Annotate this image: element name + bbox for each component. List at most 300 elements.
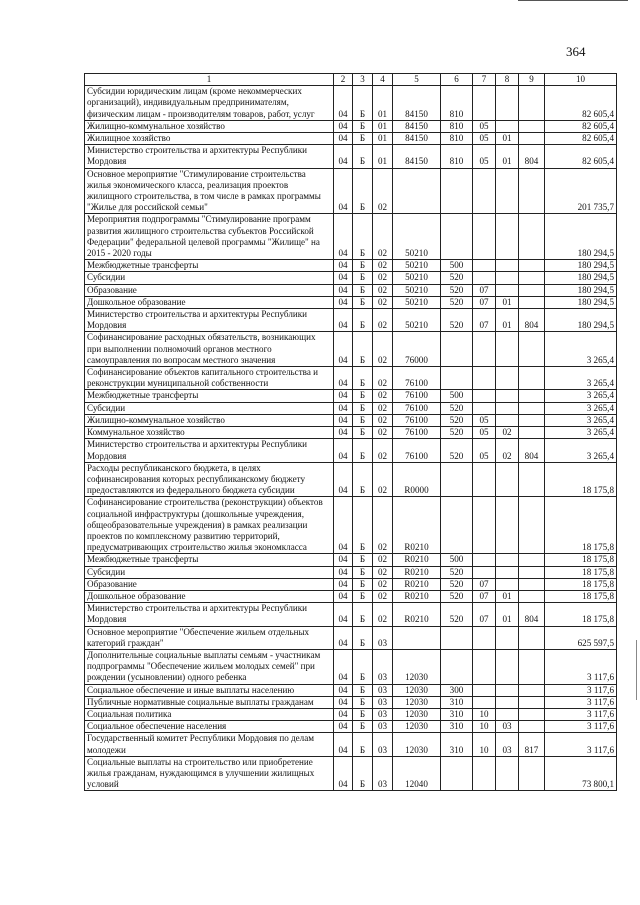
cell-code-event: 02 bbox=[373, 590, 393, 602]
cell-code-expense: 520 bbox=[441, 296, 473, 308]
cell-code-section bbox=[473, 168, 496, 214]
cell-code-expense: 310 bbox=[441, 708, 473, 720]
table-header-row bbox=[85, 74, 617, 86]
table-row bbox=[85, 578, 617, 590]
cell-code-subsection bbox=[496, 708, 519, 720]
cell-code-expense: 810 bbox=[441, 145, 473, 168]
cell-code-expense: 810 bbox=[441, 133, 473, 145]
cell-code-main: 04 bbox=[334, 684, 353, 696]
table-row bbox=[85, 696, 617, 708]
cell-code-main: 04 bbox=[334, 566, 353, 578]
cell-code-sub: Б bbox=[353, 462, 373, 497]
cell-code-target bbox=[393, 626, 441, 649]
cell-code-target: 76100 bbox=[393, 390, 441, 402]
cell-amount: 3 265,4 bbox=[545, 427, 617, 439]
table-row bbox=[85, 367, 617, 390]
table-row bbox=[85, 284, 617, 296]
table-row bbox=[85, 603, 617, 626]
cell-amount: 18 175,8 bbox=[545, 566, 617, 578]
cell-code-subsection: 02 bbox=[496, 439, 519, 462]
cell-code-expense bbox=[441, 497, 473, 554]
cell-code-event: 03 bbox=[373, 708, 393, 720]
cell-code-expense: 310 bbox=[441, 721, 473, 733]
cell-code-sub: Б bbox=[353, 260, 373, 272]
column-header-4: 4 bbox=[373, 74, 393, 86]
cell-code-target: 84150 bbox=[393, 133, 441, 145]
cell-code-main: 04 bbox=[334, 367, 353, 390]
cell-code-ministry bbox=[519, 402, 545, 414]
cell-amount: 3 117,6 bbox=[545, 708, 617, 720]
cell-code-event: 02 bbox=[373, 296, 393, 308]
scan-edge-mark bbox=[636, 640, 637, 700]
cell-code-expense: 520 bbox=[441, 439, 473, 462]
cell-code-target: R0000 bbox=[393, 462, 441, 497]
column-header-5: 5 bbox=[393, 74, 441, 86]
cell-item-name: Расходы республиканского бюджета, в целях софинансирования которых республиканскому бюджету предоставляются из федерального бюджета субсидии bbox=[85, 462, 334, 497]
cell-code-sub: Б bbox=[353, 168, 373, 214]
cell-code-ministry bbox=[519, 756, 545, 791]
cell-code-section: 05 bbox=[473, 120, 496, 132]
table-row bbox=[85, 86, 617, 121]
cell-code-expense: 310 bbox=[441, 733, 473, 756]
cell-code-event: 03 bbox=[373, 649, 393, 684]
cell-code-ministry bbox=[519, 566, 545, 578]
cell-code-event: 02 bbox=[373, 367, 393, 390]
cell-code-sub: Б bbox=[353, 756, 373, 791]
cell-amount: 201 735,7 bbox=[545, 168, 617, 214]
cell-code-main: 04 bbox=[334, 296, 353, 308]
cell-code-subsection bbox=[496, 332, 519, 367]
cell-code-sub: Б bbox=[353, 296, 373, 308]
cell-code-event: 01 bbox=[373, 120, 393, 132]
cell-code-expense bbox=[441, 756, 473, 791]
cell-code-subsection bbox=[496, 390, 519, 402]
cell-code-event: 01 bbox=[373, 145, 393, 168]
cell-item-name: Межбюджетные трансферты bbox=[85, 390, 334, 402]
cell-code-main: 04 bbox=[334, 284, 353, 296]
cell-item-name: Софинансирование объектов капитального строительства и реконструкции муниципальной собственности bbox=[85, 367, 334, 390]
cell-code-ministry bbox=[519, 168, 545, 214]
cell-item-name: Субсидии юридическим лицам (кроме некоммерческих организаций), индивидуальным предпринимателям, физическим лицам - производителям товаров, работ, услуг bbox=[85, 86, 334, 121]
table-row bbox=[85, 427, 617, 439]
cell-code-sub: Б bbox=[353, 120, 373, 132]
cell-item-name: Субсидии bbox=[85, 566, 334, 578]
cell-code-main: 04 bbox=[334, 120, 353, 132]
cell-code-sub: Б bbox=[353, 566, 373, 578]
cell-code-event: 03 bbox=[373, 684, 393, 696]
cell-code-sub: Б bbox=[353, 427, 373, 439]
cell-code-subsection: 01 bbox=[496, 590, 519, 602]
table-row bbox=[85, 590, 617, 602]
cell-code-main: 04 bbox=[334, 708, 353, 720]
cell-code-main: 04 bbox=[334, 578, 353, 590]
cell-code-expense: 810 bbox=[441, 120, 473, 132]
cell-code-event: 03 bbox=[373, 721, 393, 733]
cell-item-name: Жилищное хозяйство bbox=[85, 133, 334, 145]
cell-code-main: 04 bbox=[334, 309, 353, 332]
table-body bbox=[85, 86, 617, 791]
cell-code-event: 02 bbox=[373, 272, 393, 284]
cell-code-subsection: 01 bbox=[496, 309, 519, 332]
cell-code-expense: 520 bbox=[441, 578, 473, 590]
cell-code-target: 76000 bbox=[393, 332, 441, 367]
cell-code-target: 76100 bbox=[393, 414, 441, 426]
cell-code-event: 02 bbox=[373, 390, 393, 402]
cell-item-name: Образование bbox=[85, 284, 334, 296]
cell-code-expense bbox=[441, 367, 473, 390]
cell-code-ministry bbox=[519, 626, 545, 649]
cell-code-section: 07 bbox=[473, 296, 496, 308]
table-row bbox=[85, 133, 617, 145]
table-row bbox=[85, 721, 617, 733]
cell-code-ministry bbox=[519, 367, 545, 390]
cell-code-section: 10 bbox=[473, 708, 496, 720]
table-row bbox=[85, 439, 617, 462]
cell-item-name: Дополнительные социальные выплаты семьям - участникам подпрограммы "Обеспечение жильем молодых семей" при рождении (усыновлении) одного ребенка bbox=[85, 649, 334, 684]
cell-item-name: Дошкольное образование bbox=[85, 590, 334, 602]
cell-code-main: 04 bbox=[334, 133, 353, 145]
cell-amount: 180 294,5 bbox=[545, 296, 617, 308]
cell-code-event: 01 bbox=[373, 86, 393, 121]
cell-code-subsection bbox=[496, 649, 519, 684]
cell-code-target: 12040 bbox=[393, 756, 441, 791]
cell-amount: 3 117,6 bbox=[545, 721, 617, 733]
cell-code-main: 04 bbox=[334, 439, 353, 462]
cell-code-target: 50210 bbox=[393, 260, 441, 272]
cell-code-section bbox=[473, 684, 496, 696]
cell-code-expense: 500 bbox=[441, 260, 473, 272]
cell-code-section bbox=[473, 554, 496, 566]
cell-code-section: 05 bbox=[473, 439, 496, 462]
budget-table bbox=[84, 73, 617, 791]
cell-code-ministry bbox=[519, 86, 545, 121]
cell-code-main: 04 bbox=[334, 590, 353, 602]
cell-code-main: 04 bbox=[334, 214, 353, 260]
cell-code-subsection bbox=[496, 578, 519, 590]
cell-code-ministry bbox=[519, 296, 545, 308]
cell-code-target: 84150 bbox=[393, 86, 441, 121]
cell-item-name: Публичные нормативные социальные выплаты гражданам bbox=[85, 696, 334, 708]
cell-code-subsection bbox=[496, 120, 519, 132]
column-header-1: 1 bbox=[85, 74, 334, 86]
cell-amount: 18 175,8 bbox=[545, 554, 617, 566]
cell-amount: 180 294,5 bbox=[545, 214, 617, 260]
cell-item-name: Министерство строительства и архитектуры Республики Мордовия bbox=[85, 439, 334, 462]
cell-code-ministry bbox=[519, 284, 545, 296]
cell-code-expense: 520 bbox=[441, 414, 473, 426]
cell-code-section bbox=[473, 332, 496, 367]
cell-code-main: 04 bbox=[334, 272, 353, 284]
cell-code-sub: Б bbox=[353, 497, 373, 554]
cell-code-section: 07 bbox=[473, 578, 496, 590]
cell-code-subsection: 01 bbox=[496, 603, 519, 626]
cell-code-expense: 520 bbox=[441, 284, 473, 296]
cell-code-sub: Б bbox=[353, 684, 373, 696]
cell-amount: 180 294,5 bbox=[545, 309, 617, 332]
cell-code-subsection bbox=[496, 414, 519, 426]
cell-code-event: 02 bbox=[373, 332, 393, 367]
cell-code-expense bbox=[441, 168, 473, 214]
cell-code-event: 02 bbox=[373, 414, 393, 426]
table-row bbox=[85, 566, 617, 578]
cell-item-name: Субсидии bbox=[85, 402, 334, 414]
column-header-6: 6 bbox=[441, 74, 473, 86]
cell-code-main: 04 bbox=[334, 402, 353, 414]
cell-code-expense bbox=[441, 626, 473, 649]
cell-code-ministry bbox=[519, 649, 545, 684]
cell-amount: 3 117,6 bbox=[545, 649, 617, 684]
cell-code-section: 05 bbox=[473, 145, 496, 168]
cell-code-event: 01 bbox=[373, 133, 393, 145]
cell-code-expense: 310 bbox=[441, 696, 473, 708]
cell-code-subsection bbox=[496, 696, 519, 708]
cell-code-expense: 520 bbox=[441, 427, 473, 439]
cell-amount: 180 294,5 bbox=[545, 272, 617, 284]
cell-code-sub: Б bbox=[353, 439, 373, 462]
cell-code-ministry bbox=[519, 120, 545, 132]
cell-item-name: Социальные выплаты на строительство или приобретение жилья гражданам, нуждающимся в улучшении жилищных условий bbox=[85, 756, 334, 791]
cell-code-target: 12030 bbox=[393, 696, 441, 708]
cell-code-sub: Б bbox=[353, 696, 373, 708]
cell-code-ministry bbox=[519, 390, 545, 402]
cell-code-expense: 520 bbox=[441, 603, 473, 626]
table-row bbox=[85, 272, 617, 284]
cell-code-event: 03 bbox=[373, 626, 393, 649]
cell-code-main: 04 bbox=[334, 756, 353, 791]
page-number: 364 bbox=[566, 44, 586, 59]
cell-amount: 18 175,8 bbox=[545, 497, 617, 554]
table-row bbox=[85, 309, 617, 332]
cell-item-name: Софинансирование строительства (реконструкции) объектов социальной инфраструктуры (дошкольные учреждения, общеобразовательные учреждения) в рамках реализации проектов по комплексному развитию территорий, предусматривающих строительство жилья экономкласса bbox=[85, 497, 334, 554]
cell-code-target: 12030 bbox=[393, 721, 441, 733]
cell-code-subsection bbox=[496, 260, 519, 272]
cell-code-target: R0210 bbox=[393, 497, 441, 554]
cell-code-target: 76100 bbox=[393, 427, 441, 439]
cell-code-subsection bbox=[496, 756, 519, 791]
cell-code-sub: Б bbox=[353, 332, 373, 367]
cell-item-name: Жилищно-коммунальное хозяйство bbox=[85, 120, 334, 132]
cell-code-target: 84150 bbox=[393, 145, 441, 168]
cell-amount: 3 265,4 bbox=[545, 439, 617, 462]
cell-code-expense: 520 bbox=[441, 402, 473, 414]
cell-code-sub: Б bbox=[353, 309, 373, 332]
cell-code-section: 10 bbox=[473, 733, 496, 756]
cell-code-ministry bbox=[519, 497, 545, 554]
table-row bbox=[85, 214, 617, 260]
cell-code-section: 07 bbox=[473, 284, 496, 296]
cell-code-target bbox=[393, 168, 441, 214]
cell-code-main: 04 bbox=[334, 721, 353, 733]
cell-amount: 18 175,8 bbox=[545, 462, 617, 497]
cell-code-subsection bbox=[496, 272, 519, 284]
cell-code-expense: 300 bbox=[441, 684, 473, 696]
cell-code-ministry bbox=[519, 272, 545, 284]
cell-code-event: 02 bbox=[373, 578, 393, 590]
cell-code-sub: Б bbox=[353, 603, 373, 626]
cell-code-target: R0210 bbox=[393, 566, 441, 578]
cell-amount: 3 265,4 bbox=[545, 367, 617, 390]
cell-item-name: Образование bbox=[85, 578, 334, 590]
cell-code-target: R0210 bbox=[393, 554, 441, 566]
cell-code-ministry: 804 bbox=[519, 439, 545, 462]
cell-code-target: 50210 bbox=[393, 296, 441, 308]
cell-code-event: 02 bbox=[373, 402, 393, 414]
cell-code-expense bbox=[441, 649, 473, 684]
cell-code-ministry bbox=[519, 554, 545, 566]
cell-code-target: 50210 bbox=[393, 309, 441, 332]
cell-code-sub: Б bbox=[353, 214, 373, 260]
cell-code-section: 05 bbox=[473, 427, 496, 439]
table-row bbox=[85, 733, 617, 756]
cell-item-name: Основное мероприятие "Обеспечение жильем отдельных категорий граждан" bbox=[85, 626, 334, 649]
cell-code-event: 02 bbox=[373, 566, 393, 578]
table-row bbox=[85, 684, 617, 696]
table-row bbox=[85, 626, 617, 649]
cell-code-expense: 520 bbox=[441, 590, 473, 602]
cell-code-sub: Б bbox=[353, 554, 373, 566]
cell-code-sub: Б bbox=[353, 590, 373, 602]
cell-code-ministry: 817 bbox=[519, 733, 545, 756]
cell-code-event: 03 bbox=[373, 733, 393, 756]
cell-item-name: Софинансирование расходных обязательств, возникающих при выполнении полномочий органов местного самоуправления по вопросам местного значения bbox=[85, 332, 334, 367]
cell-code-sub: Б bbox=[353, 390, 373, 402]
cell-code-subsection bbox=[496, 497, 519, 554]
cell-code-ministry bbox=[519, 462, 545, 497]
cell-amount: 3 265,4 bbox=[545, 332, 617, 367]
cell-code-subsection: 01 bbox=[496, 296, 519, 308]
cell-item-name: Министерство строительства и архитектуры Республики Мордовия bbox=[85, 145, 334, 168]
cell-code-section bbox=[473, 272, 496, 284]
cell-code-section bbox=[473, 566, 496, 578]
cell-code-main: 04 bbox=[334, 427, 353, 439]
cell-item-name: Основное мероприятие "Стимулирование строительства жилья экономического класса, реализация проектов жилищного строительства, в том числе в рамках программы "Жилье для российской семьи" bbox=[85, 168, 334, 214]
cell-item-name: Министерство строительства и архитектуры Республики Мордовия bbox=[85, 603, 334, 626]
cell-code-sub: Б bbox=[353, 272, 373, 284]
cell-code-section bbox=[473, 402, 496, 414]
cell-code-subsection bbox=[496, 284, 519, 296]
cell-code-section bbox=[473, 214, 496, 260]
cell-code-ministry bbox=[519, 708, 545, 720]
table-row bbox=[85, 414, 617, 426]
table-row bbox=[85, 390, 617, 402]
cell-code-subsection: 01 bbox=[496, 133, 519, 145]
cell-amount: 180 294,5 bbox=[545, 260, 617, 272]
cell-code-main: 04 bbox=[334, 649, 353, 684]
column-header-9: 9 bbox=[519, 74, 545, 86]
cell-amount: 3 265,4 bbox=[545, 414, 617, 426]
cell-code-event: 02 bbox=[373, 427, 393, 439]
cell-code-expense: 500 bbox=[441, 554, 473, 566]
cell-code-event: 02 bbox=[373, 497, 393, 554]
cell-code-event: 02 bbox=[373, 309, 393, 332]
cell-code-section bbox=[473, 649, 496, 684]
cell-code-subsection: 03 bbox=[496, 733, 519, 756]
cell-code-sub: Б bbox=[353, 284, 373, 296]
cell-code-expense bbox=[441, 214, 473, 260]
cell-code-main: 04 bbox=[334, 168, 353, 214]
cell-code-target: 50210 bbox=[393, 272, 441, 284]
cell-amount: 18 175,8 bbox=[545, 603, 617, 626]
cell-code-event: 02 bbox=[373, 603, 393, 626]
cell-code-subsection bbox=[496, 402, 519, 414]
cell-code-section: 05 bbox=[473, 133, 496, 145]
cell-code-ministry bbox=[519, 684, 545, 696]
cell-code-ministry: 804 bbox=[519, 603, 545, 626]
cell-amount: 3 117,6 bbox=[545, 684, 617, 696]
cell-amount: 180 294,5 bbox=[545, 284, 617, 296]
cell-item-name: Социальная политика bbox=[85, 708, 334, 720]
cell-amount: 18 175,8 bbox=[545, 590, 617, 602]
cell-code-ministry bbox=[519, 260, 545, 272]
cell-code-section bbox=[473, 86, 496, 121]
cell-code-ministry: 804 bbox=[519, 309, 545, 332]
cell-amount: 3 265,4 bbox=[545, 390, 617, 402]
cell-code-subsection: 02 bbox=[496, 427, 519, 439]
cell-code-subsection bbox=[496, 86, 519, 121]
column-header-10: 10 bbox=[545, 74, 617, 86]
cell-amount: 82 605,4 bbox=[545, 120, 617, 132]
cell-code-main: 04 bbox=[334, 86, 353, 121]
cell-code-ministry bbox=[519, 133, 545, 145]
cell-code-ministry bbox=[519, 332, 545, 367]
cell-amount: 82 605,4 bbox=[545, 133, 617, 145]
cell-code-sub: Б bbox=[353, 721, 373, 733]
cell-code-sub: Б bbox=[353, 733, 373, 756]
cell-code-main: 04 bbox=[334, 332, 353, 367]
cell-code-section: 07 bbox=[473, 603, 496, 626]
cell-code-expense bbox=[441, 332, 473, 367]
cell-code-subsection bbox=[496, 566, 519, 578]
cell-code-expense: 810 bbox=[441, 86, 473, 121]
cell-code-section bbox=[473, 626, 496, 649]
table-row bbox=[85, 168, 617, 214]
cell-item-name: Мероприятия подпрограммы "Стимулирование программ развития жилищного строительства субъектов Российской Федерации" федеральной целевой программы "Жилище" на 2015 - 2020 годы bbox=[85, 214, 334, 260]
cell-item-name: Коммунальное хозяйство bbox=[85, 427, 334, 439]
cell-code-target: 84150 bbox=[393, 120, 441, 132]
cell-code-section bbox=[473, 260, 496, 272]
cell-code-main: 04 bbox=[334, 260, 353, 272]
cell-code-subsection bbox=[496, 367, 519, 390]
cell-code-section: 07 bbox=[473, 309, 496, 332]
cell-code-section bbox=[473, 696, 496, 708]
cell-code-subsection bbox=[496, 684, 519, 696]
cell-code-subsection bbox=[496, 626, 519, 649]
column-header-7: 7 bbox=[473, 74, 496, 86]
cell-code-subsection bbox=[496, 214, 519, 260]
cell-amount: 82 605,4 bbox=[545, 145, 617, 168]
cell-code-subsection: 03 bbox=[496, 721, 519, 733]
cell-item-name: Межбюджетные трансферты bbox=[85, 260, 334, 272]
cell-code-event: 02 bbox=[373, 554, 393, 566]
cell-code-section bbox=[473, 390, 496, 402]
cell-code-section bbox=[473, 367, 496, 390]
column-header-2: 2 bbox=[334, 74, 353, 86]
column-header-3: 3 bbox=[353, 74, 373, 86]
cell-code-target: 76100 bbox=[393, 439, 441, 462]
cell-code-target: 76100 bbox=[393, 367, 441, 390]
table-row bbox=[85, 332, 617, 367]
table-row bbox=[85, 649, 617, 684]
cell-code-sub: Б bbox=[353, 708, 373, 720]
cell-code-expense: 520 bbox=[441, 272, 473, 284]
cell-code-target: 76100 bbox=[393, 402, 441, 414]
cell-code-ministry bbox=[519, 427, 545, 439]
cell-item-name: Субсидии bbox=[85, 272, 334, 284]
cell-amount: 82 605,4 bbox=[545, 86, 617, 121]
cell-code-sub: Б bbox=[353, 626, 373, 649]
cell-code-event: 02 bbox=[373, 284, 393, 296]
cell-code-subsection bbox=[496, 168, 519, 214]
